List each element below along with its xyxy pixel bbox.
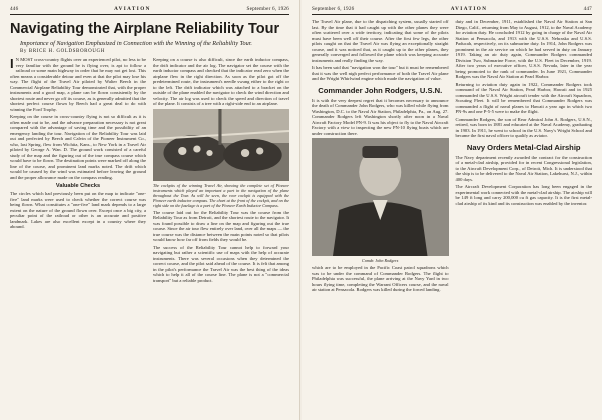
section-subhead: Navy Orders Metal-Clad Airship	[466, 142, 581, 152]
right-col-2	[456, 19, 593, 295]
magazine-name: AVIATION	[450, 6, 488, 12]
section-subhead: Commander John Rodgers, U.S.N.	[318, 85, 443, 95]
running-header-left	[10, 6, 289, 15]
body-paragraph: The success of the Reliability Tour cannot help to forward your navigating but rather a scientific use of maps with the help of accurate instruments. There was several occasions when they determined the correct course, and the pilot said ahead of the course. It is felt that among in the pilot's performance the Travel Air was the best thing of the ideas which to help it all of the course line. The plane is not a "commercial transport" but a reliable product.	[153, 244, 289, 283]
magazine-name: AVIATION	[114, 6, 151, 12]
body-paragraph: which are to be employed in the Pacific Coast patrol squadrons which was to be under the command of Commander Rodgers. The flight to Philadelphia was successful, the plane arriving at the Navy Yard in two hours flying time, completing the Warrant Officers course, and the naval air station at Pensacola. Rodgers was killed during the forced landing.	[312, 265, 449, 292]
body-paragraph: duty and in December, 1911, established the Naval Air Station at San Diego, Calif., returning from May to August, 1912, to the Naval Academy for aviation duty. He concluded 1912 by going in charge of the Naval Air Station at Pensacola, and 1913 with the U.S.S. Nebraska and U.S.S. Paducah, respectively, on its submarine duty. In 1914, John Rodgers was prominent in the air service on which he had served in duty on January 1919. Taking an air duty again, Commander Rodgers commanded Division Two, Submarine Force, with the U.S. Fleet in December, 1919. After two years of executive officer, U.S.S. Nevada, later in the year being promoted to the rank of commander. In June 1921, Commander Rodgers was the Naval Air Station at Pearl Harbor.	[455, 19, 592, 79]
body-paragraph: Returning to aviation duty again in 1922, Commander Rodgers took command of the Naval Air Station, Pearl Harbor, Hawaii and in 1925 commanded the U.S.S. Wright aircraft tender with the Aircraft Squadron, Scouting Fleet. It will be remembered that Commander Rodgers was commanded a flight of naval planes to Hawaii a year ago in which two PN-9s and one P-5-5 were to make the flight.	[455, 81, 592, 114]
page-number: 447	[583, 6, 592, 12]
section-subhead: Valuable Checks	[55, 183, 101, 190]
portrait-caption: Comdr. John Rodgers	[362, 258, 399, 263]
body-paragraph: Keeping on the course in cross-country flying is not so difficult as it is often made out to be, and the advance preparation necessary is not great compared with the advantage of saving time and the possibility of an emergency landing the tour. Navigation of the Reliability Tour was laid out and perfected by Beech and Calvin of the Pioneer Instrument Co., who, last Spring, flew from Wichita, Kans., to New York in a Travel Air piloted by George A. Wan. D. The ground work consisted of a careful study of the map and the figuring out of the true compass course which would have to be flown. The destination points were marked off along the line of the course, and prominent land marks noted. The drift which would be caused by the wind was estimated before leaving the ground and the proper allowance made on the compass reading.	[10, 114, 146, 180]
body-paragraph: The Aircraft Development Corporation has long been engaged in the experimental work connected with the metal-clad airship. The airship will be 149 ft long and carry 200,000 cu ft gas capacity. It is the first metal-clad airship of its kind and its construction was enabled by the inventor.	[455, 184, 592, 206]
body-paragraph: The circles which had previously been put on the map to indicate "one-five" land marks were used to check whether the correct course was being flown. What constitutes a "one-five" land mark depends to a large extent on the nature of the ground flown over. Except once a big city, a peculiar point of the railroad or other is an accurate and positive landmark. Lakes are also excellent except in a country where they abound.	[10, 191, 146, 230]
body-paragraph: It has been said that "navigation won the tour" but it must be remembered that it was the well nigh perfect performance of both the Travel Air plane and the Wright Whirlwind engine which made the navigation of value.	[312, 65, 449, 81]
drop-cap: I	[10, 56, 14, 72]
body-paragraph: It is with the very deepest regret that it becomes necessary to announce the death of Commander John Rodgers, who was killed while flying from Washington, D.C. to the Naval Air Station, Philadelphia, Pa., on Aug. 27. Commander Rodgers left Washington shortly after noon in a Naval Aircraft Factory Model PN-9. It was his object to fly to the Naval Aircraft Factory with a view to inspecting the new PN-10 flying boats which are under construction there.	[312, 97, 449, 136]
article-byline: By BRICE H. GOLDSBOROUGH	[20, 49, 105, 55]
body-paragraph: Keeping on a course is also difficult, since the earth inductor compass, the drift indicator and the air log. The navigator set the course with the earth inductor compass and checked that the indicator read zero when the airplane flew in the right direction. As soon as the pilot got off the predetermined route, the instrument's needle swung either to the right or to the left. The drift indicator which was attached to a bracket on the outside of the plane enabled the navigator to check the wind direction and velocity. The air log was used to check the speed and direction of travel of the plane. It consists of a tree with a right-side end to an airplane.	[153, 57, 289, 107]
right-col-1	[312, 19, 449, 295]
right-page	[302, 0, 602, 420]
left-columns	[10, 57, 289, 285]
portrait-photo	[312, 138, 449, 256]
article-deck: Importance of Navigation Emphasized in Connection with the Winning of the Reliability Tour.	[20, 40, 252, 47]
article-headline: Navigating the Airplane Reliability Tour	[10, 21, 280, 37]
page-number: 446	[10, 6, 19, 12]
right-columns	[312, 19, 592, 295]
body-paragraph: I N MOST cross-country flights over an experienced pilot, no less to be very familiar with the ground he is flying over, is apt to follow a railroad or some main highway in order that he may not get lost. This often means a considerable detour and even at that the pilot may lose his way. The flight of the Travel Air piloted by Walter Beech in the Commercial Airplane Reliability Tour demonstrated that, with the proper instruments and a good map, a plane can be flown consistently by the shortest route and never go off its course, as is generally admitted that the shortest perfect course flown by Beech had a great deal to do with winning the Ford Trophy.	[10, 56, 146, 112]
left-page	[0, 0, 300, 420]
left-col-2	[153, 57, 289, 285]
body-paragraph: Commander Rodgers, the son of Rear Admiral John A. Rodgers, U.S.N., retired, was born in 1881 and educated at the Naval Academy, graduating in 1903. In 1911, he went to school in the U.S. Navy's Wright School and became the first naval officer to qualify as aviator.	[455, 116, 592, 138]
photo-caption: The cockpits of the winning Travel Air, showing the complete set of Pioneer instruments which played an important a part in the navigation of the plane throughout the Tour. As will be seen, the rear cockpit is equipped with the Pioneer earth inductor compass. The chart at the front of the cockpit, and on the right side on the fuselage is a part of the Pioneer Earth Inductor Compass.	[153, 182, 289, 208]
running-header-right	[312, 6, 592, 15]
body-paragraph: The Navy department recently awarded the contract for the construction of a metal-clad airship, provided for in recent Congressional legislation, to the Aircraft Development Corp., of Detroit, Mich. It is understood that the ship is to be delivered to the Naval Air Station, Lakehurst, N.J., within 400 days.	[455, 154, 592, 182]
cockpit-photo	[153, 109, 289, 181]
left-col-1	[10, 57, 146, 285]
issue-date: September 6, 1926	[246, 6, 289, 12]
body-paragraph: The course laid out for the Reliability Tour was the course from the Reliability Tour as from Detroit, and the shortest route to the navigator. It was found possible to draw a line on the map and figuring out the true course. Since the air tour flew entirely over land, over all the maps — the true course was the distance between the main points noted so that pilots would know how far off from fields they would be.	[153, 209, 289, 243]
issue-date: September 6, 1926	[312, 6, 355, 12]
body-paragraph: The Travel Air plane, due to the dispatching system, usually started off last. By the time that it had caught up with the other planes they were often scattered over a wide territory, indicating that some of the pilots must have been well off their course. After the first few legs, the other pilots caught on that the Travel Air was flying an exceptionally straight course, and it was noticed that, as it caught up to the other planes, they generally converged and followed the plane which was keeping accurate instruments and really finding the way.	[312, 19, 449, 63]
